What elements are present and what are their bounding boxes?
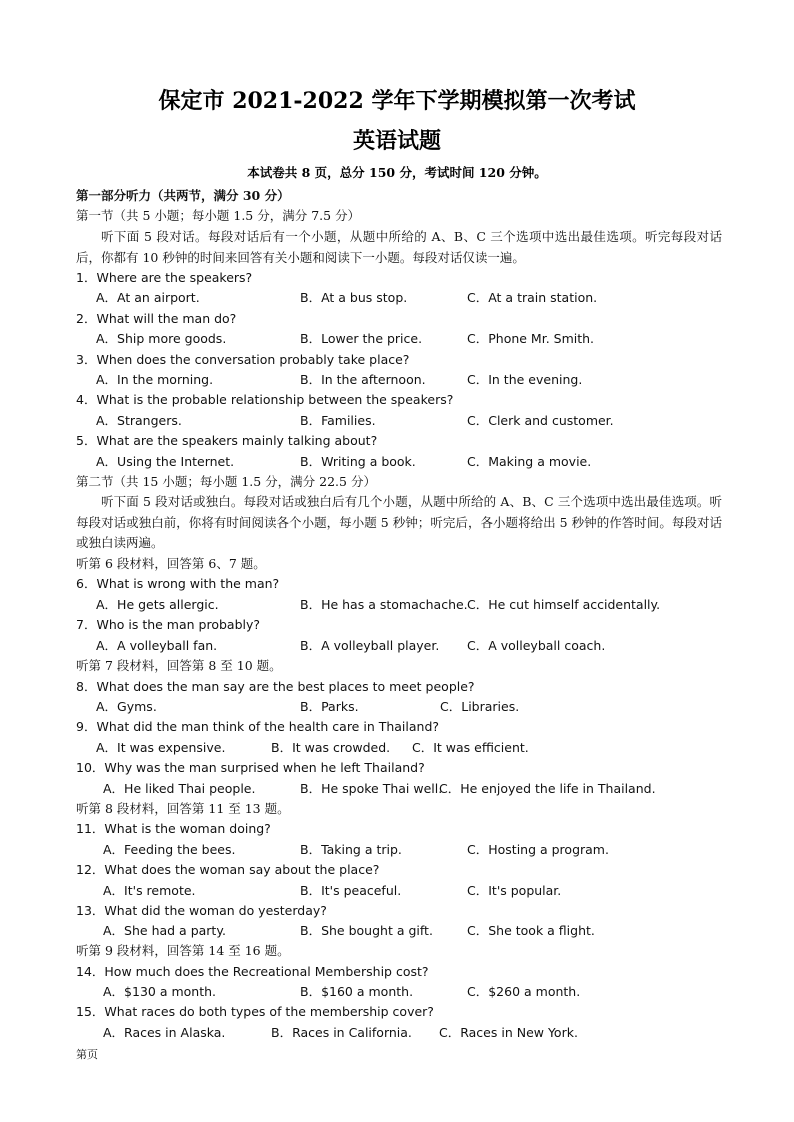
question-14: 14．How much does the Recreational Membership cost?	[76, 964, 429, 979]
question-10: 10．Why was the man surprised when he left Thailand?	[76, 760, 425, 775]
question-1: 1．Where are the speakers?	[76, 270, 253, 285]
material-8-note: 听第 8 段材料，回答第 11 至 13 题。	[76, 801, 290, 816]
option-c: C．Hosting a program.	[467, 842, 609, 857]
option-b: B．He spoke Thai well.	[300, 781, 443, 796]
question-12: 12．What does the woman say about the place?	[76, 862, 380, 877]
option-a: A．It's remote.	[103, 883, 196, 898]
option-c: C．Making a movie.	[467, 454, 592, 469]
option-c: C．It's popular.	[467, 883, 562, 898]
option-c: C．Libraries.	[440, 699, 520, 714]
option-b: B．She bought a gift.	[300, 923, 433, 938]
question-13: 13．What did the woman do yesterday?	[76, 903, 327, 918]
part-heading: 第一部分听力（共两节，满分 30 分）	[76, 188, 290, 203]
option-a: A．Ship more goods.	[96, 331, 227, 346]
material-7-note: 听第 7 段材料，回答第 8 至 10 题。	[76, 658, 282, 673]
option-b: B．It's peaceful.	[300, 883, 402, 898]
question-7: 7．Who is the man probably?	[76, 617, 261, 632]
option-a: A．In the morning.	[96, 372, 214, 387]
option-b: B．Families.	[300, 413, 376, 428]
option-a: A．Gyms.	[96, 699, 157, 714]
material-6-note: 听第 6 段材料，回答第 6、7 题。	[76, 556, 266, 571]
option-b: B．$160 a month.	[300, 984, 414, 999]
option-a: A．It was expensive.	[96, 740, 226, 755]
question-4: 4．What is the probable relationship between the speakers?	[76, 392, 454, 407]
section-1-heading: 第一节（共 5 小题；每小题 1.5 分，满分 7.5 分）	[76, 208, 361, 223]
option-b: B．Lower the price.	[300, 331, 423, 346]
question-5: 5．What are the speakers mainly talking about?	[76, 433, 378, 448]
option-a: A．Races in Alaska.	[103, 1025, 226, 1040]
option-c: C．In the evening.	[467, 372, 583, 387]
option-c: C．$260 a month.	[467, 984, 581, 999]
exam-title: 保定市 2021-2022 学年下学期模拟第一次考试	[158, 88, 636, 114]
option-a: A．He gets allergic.	[96, 597, 219, 612]
option-b: B．It was crowded.	[271, 740, 391, 755]
option-b: B．Writing a book.	[300, 454, 416, 469]
option-b: B．A volleyball player.	[300, 638, 440, 653]
question-9: 9．What did the man think of the health care in Thailand?	[76, 719, 440, 734]
option-a: A．Using the Internet.	[96, 454, 235, 469]
option-a: A．Strangers.	[96, 413, 182, 428]
option-b: B．Parks.	[300, 699, 359, 714]
option-c: C．Clerk and customer.	[467, 413, 614, 428]
option-a: A．Feeding the bees.	[103, 842, 236, 857]
question-2: 2．What will the man do?	[76, 311, 237, 326]
question-15: 15．What races do both types of the membership cover?	[76, 1004, 434, 1019]
option-c: C．He enjoyed the life in Thailand.	[439, 781, 656, 796]
option-c: C．It was efficient.	[412, 740, 529, 755]
option-c: C．A volleyball coach.	[467, 638, 606, 653]
option-a: A．She had a party.	[103, 923, 226, 938]
option-b: B．Races in California.	[271, 1025, 412, 1040]
option-b: B．Taking a trip.	[300, 842, 402, 857]
exam-info: 本试卷共 8 页，总分 150 分，考试时间 120 分钟。	[247, 165, 547, 180]
question-8: 8．What does the man say are the best places to meet people?	[76, 679, 475, 694]
exam-subtitle: 英语试题	[352, 128, 441, 154]
material-9-note: 听第 9 段材料，回答第 14 至 16 题。	[76, 943, 290, 958]
option-c: C．Races in New York.	[439, 1025, 578, 1040]
option-c: C．She took a flight.	[467, 923, 595, 938]
section-2-heading: 第二节（共 15 小题；每小题 1.5 分，满分 22.5 分）	[76, 474, 376, 489]
option-a: A．A volleyball fan.	[96, 638, 218, 653]
option-c: C．At a train station.	[467, 290, 598, 305]
option-a: A．At an airport.	[96, 290, 200, 305]
option-b: B．In the afternoon.	[300, 372, 426, 387]
option-b: B．At a bus stop.	[300, 290, 408, 305]
option-c: C．He cut himself accidentally.	[467, 597, 661, 612]
question-11: 11．What is the woman doing?	[76, 821, 271, 836]
question-6: 6．What is wrong with the man?	[76, 576, 280, 591]
page-footer: 第页	[76, 1048, 98, 1061]
option-a: A．He liked Thai people.	[103, 781, 256, 796]
option-a: A．$130 a month.	[103, 984, 217, 999]
option-c: C．Phone Mr. Smith.	[467, 331, 595, 346]
question-3: 3．When does the conversation probably take place?	[76, 352, 410, 367]
option-b: B．He has a stomachache.	[300, 597, 468, 612]
section-1-instructions: 听下面 5 段对话。每段对话后有一个小题，从题中所给的 A、B、C 三个选项中选出最佳选项。听完每段对话后，你都有 10 秒钟的时间来回答有关小题和阅读下一小题。每段对话仅读一遍。	[76, 229, 722, 265]
section-2-instructions: 听下面 5 段对话或独白。每段对话或独白后有几个小题，从题中所给的 A、B、C 三个选项中选出最佳选项。听每段对话或独白前，你将有时间阅读各个小题，每小题 5 秒钟；听完后，各小题将给出 5 秒钟的作答时间。每段对话或独白读两遍。	[76, 494, 722, 550]
